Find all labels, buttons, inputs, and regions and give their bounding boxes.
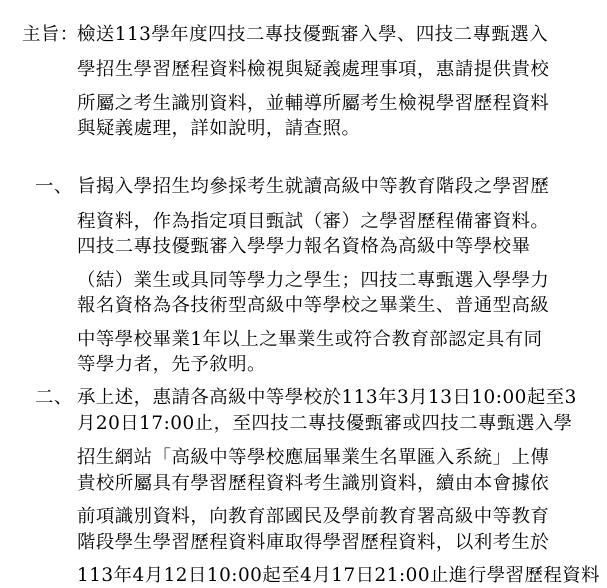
item-line: 階段學生學習歷程資料庫取得學習歷程資料，以利考生於 [77,532,550,553]
item-line: 113年4月12日10:00起至4月17日21:00止進行學習歷程資料 [77,565,601,586]
item-line: 前項識別資料，向教育部國民及學前教育署高級中等教育 [77,506,550,527]
subject-line: 檢送113學年度四技二專技優甄審入學、四技二專甄選入 [77,24,549,45]
item-marker: 一、 [35,176,73,197]
subject-line: 所屬之考生識別資料，並輔導所屬考生檢視學習歷程資料 [77,93,550,114]
item-marker: 二、 [35,387,73,408]
item-line: 程資料，作為指定項目甄試（審）之學習歷程備審資料。 [77,211,550,232]
item-line: 旨揭入學招生均參採考生就讀高級中等教育階段之學習歷 [77,176,550,197]
item-line: 四技二專技優甄審入學學力報名資格為高級中等學校畢 [77,236,531,257]
item-line: （結）業生或具同等學力之學生；四技二專甄選入學學力 [77,270,550,291]
item-line: 招生網站「高級中等學校應屆畢業生名單匯入系統」上傳 [77,447,550,468]
item-line: 等學力者，先予敘明。 [77,354,266,375]
item-line: 貴校所屬具有學習歷程資料考生識別資料，續由本會據依 [77,473,550,494]
item-line: 報名資格為各技術型高級中等學校之畢業生、普通型高級 [77,295,550,316]
subject-line: 與疑義處理，詳如說明，請查照。 [77,118,361,139]
subject-line: 學招生學習歷程資料檢視與疑義處理事項，惠請提供貴校 [77,59,550,80]
subject-label: 主旨： [22,24,79,45]
item-line: 承上述，惠請各高級中等學校於113年3月13日10:00起至3 [77,387,577,408]
item-line: 月20日17:00止，至四技二專技優甄審或四技二專甄選入學 [77,413,573,434]
item-line: 中等學校畢業1年以上之畢業生或符合教育部認定具有同 [77,329,543,350]
